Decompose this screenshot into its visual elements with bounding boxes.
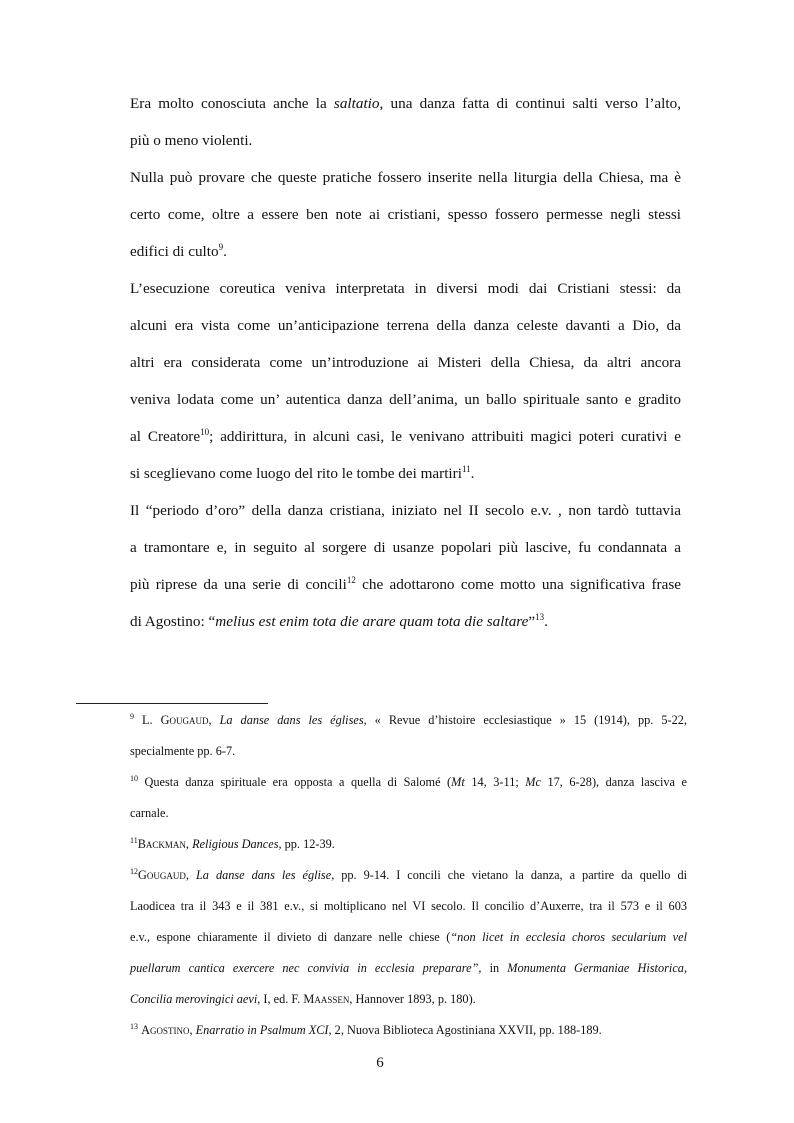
author-name: Gougaud — [138, 868, 186, 882]
footnote-reference[interactable]: 9 — [218, 242, 224, 252]
italic-text: puellarum cantica exercere nec convivia in ecclesia preparare”, — [130, 961, 482, 975]
footnote-reference[interactable]: 13 — [130, 1022, 138, 1031]
italic-text: “non licet in ecclesia choros secularium vel — [450, 930, 687, 944]
text-line: Laodicea tra il 343 e il 381 e.v., si moltiplicano nel VI secolo. Il concilio d’Auxerre, tra il 573 e il 603 — [130, 899, 687, 913]
author-name: Gougaud — [160, 713, 209, 727]
text-line: più o meno violenti. — [130, 132, 253, 149]
text-line: L’esecuzione coreutica veniva interpretata in diversi modi dai Cristiani stessi: da — [130, 280, 681, 297]
paragraph — [130, 85, 681, 159]
footnote-reference[interactable]: 10 — [130, 774, 138, 783]
footnote-reference[interactable]: 12 — [130, 867, 138, 876]
page-number: 6 — [376, 1055, 384, 1071]
text-line: altri era considerata come un’introduzione ai Misteri della Chiesa, da altri ancora — [130, 354, 681, 371]
italic-text: Monumenta Germaniae Historica — [507, 961, 684, 975]
text-line: a tramontare e, in seguito al sorgere di usanze popolari più lascive, fu condannata a — [130, 539, 681, 556]
italic-text: Concilia merovingici aevi — [130, 992, 258, 1006]
text-line: più riprese da una serie di concili$^{12}$ che adottarono come motto una significativa frase — [130, 575, 682, 593]
paragraph — [130, 159, 681, 270]
footnote — [130, 705, 687, 767]
text-line: Nulla può provare che queste pratiche fossero inserite nella liturgia della Chiesa, ma è — [130, 169, 681, 186]
italic-text: Enarratio in Psalmum XCI — [195, 1023, 329, 1037]
text-line: e.v., espone chiaramente il divieto di danzare nelle chiese (“non licet in ecclesia choros secularium vel — [130, 930, 687, 944]
text-line: $^{11}$Backman, Religious Dances, pp. 12-39. — [130, 836, 335, 851]
italic-text: La danse dans les église — [195, 868, 332, 882]
footnote-reference[interactable]: 10 — [200, 427, 210, 437]
text-line: si sceglievano come luogo del rito le tombe dei martiri$^{11}$. — [130, 464, 475, 482]
text-line: Il “periodo d’oro” della danza cristiana, iniziato nel II secolo e.v. , non tardò tuttavia — [130, 502, 681, 519]
paragraph — [130, 492, 681, 640]
italic-text: La danse dans les églises — [219, 713, 364, 727]
italic-text: Mc — [525, 775, 541, 789]
italic-text: Mt — [451, 775, 465, 789]
italic-text: melius est enim tota die arare quam tota die saltare — [215, 613, 529, 630]
italic-text: Religious Dances — [192, 837, 279, 851]
text-line: alcuni era vista come un’anticipazione terrena della danza celeste davanti a Dio, da — [130, 317, 681, 334]
text-line: di Agostino: “melius est enim tota die arare quam tota die saltare”$^{13}$. — [130, 612, 548, 630]
text-line: puellarum cantica exercere nec convivia in ecclesia preparare”, in Monumenta Germaniae Historica, — [130, 961, 688, 975]
author-name: Agostino — [141, 1023, 190, 1037]
text-line: $^{10}$ Questa danza spirituale era opposta a quella di Salomé (Mt 14, 3-11; Mc 17, 6-28), danza lasciva e — [130, 774, 687, 789]
text-line: $^9$ L. Gougaud, La danse dans les églises, « Revue d’histoire ecclesiastique » 15 (1914), pp. 5-22, — [130, 712, 687, 727]
text-line: carnale. — [130, 806, 169, 820]
footnote — [130, 1015, 687, 1046]
text-line: certo come, oltre a essere ben note ai cristiani, spesso fossero permesse negli stessi — [130, 206, 681, 223]
author-name: Maassen — [303, 992, 350, 1006]
footnote-reference[interactable]: 9 — [130, 712, 134, 721]
text-line: Era molto conosciuta anche la saltatio, una danza fatta di continui salti verso l’alto, — [130, 95, 681, 112]
footnote — [130, 767, 687, 829]
text-line: veniva lodata come un’ autentica danza dell’anima, un ballo spirituale santo e gradito — [130, 391, 681, 408]
paragraph — [130, 270, 681, 492]
text-line: $^{12}$Gougaud, La danse dans les église, pp. 9-14. I concili che vietano la danza, a partire da quello di — [130, 867, 688, 882]
text-line: $^{13}$ Agostino, Enarratio in Psalmum XCI, 2, Nuova Biblioteca Agostiniana XXVII, pp. 188-189. — [130, 1022, 602, 1037]
text-line: Concilia merovingici aevi, I, ed. F. Maassen, Hannover 1893, p. 180). — [130, 992, 476, 1006]
text-line: al Creatore$^{10}$; addirittura, in alcuni casi, le venivano attribuiti magici poteri curativi e — [130, 427, 681, 445]
footnote-reference[interactable]: 11 — [130, 836, 138, 845]
footnote-reference[interactable]: 11 — [461, 464, 471, 474]
text-line: edifici di culto$^9$. — [130, 242, 227, 260]
author-name: Backman — [137, 837, 186, 851]
footnote — [130, 860, 687, 1015]
text-line: specialmente pp. 6-7. — [130, 744, 236, 758]
footnote — [130, 829, 687, 860]
italic-text: saltatio — [333, 95, 380, 112]
footnote-reference[interactable]: 13 — [535, 612, 545, 622]
footnote-separator — [76, 703, 268, 704]
footnote-reference[interactable]: 12 — [346, 575, 356, 585]
